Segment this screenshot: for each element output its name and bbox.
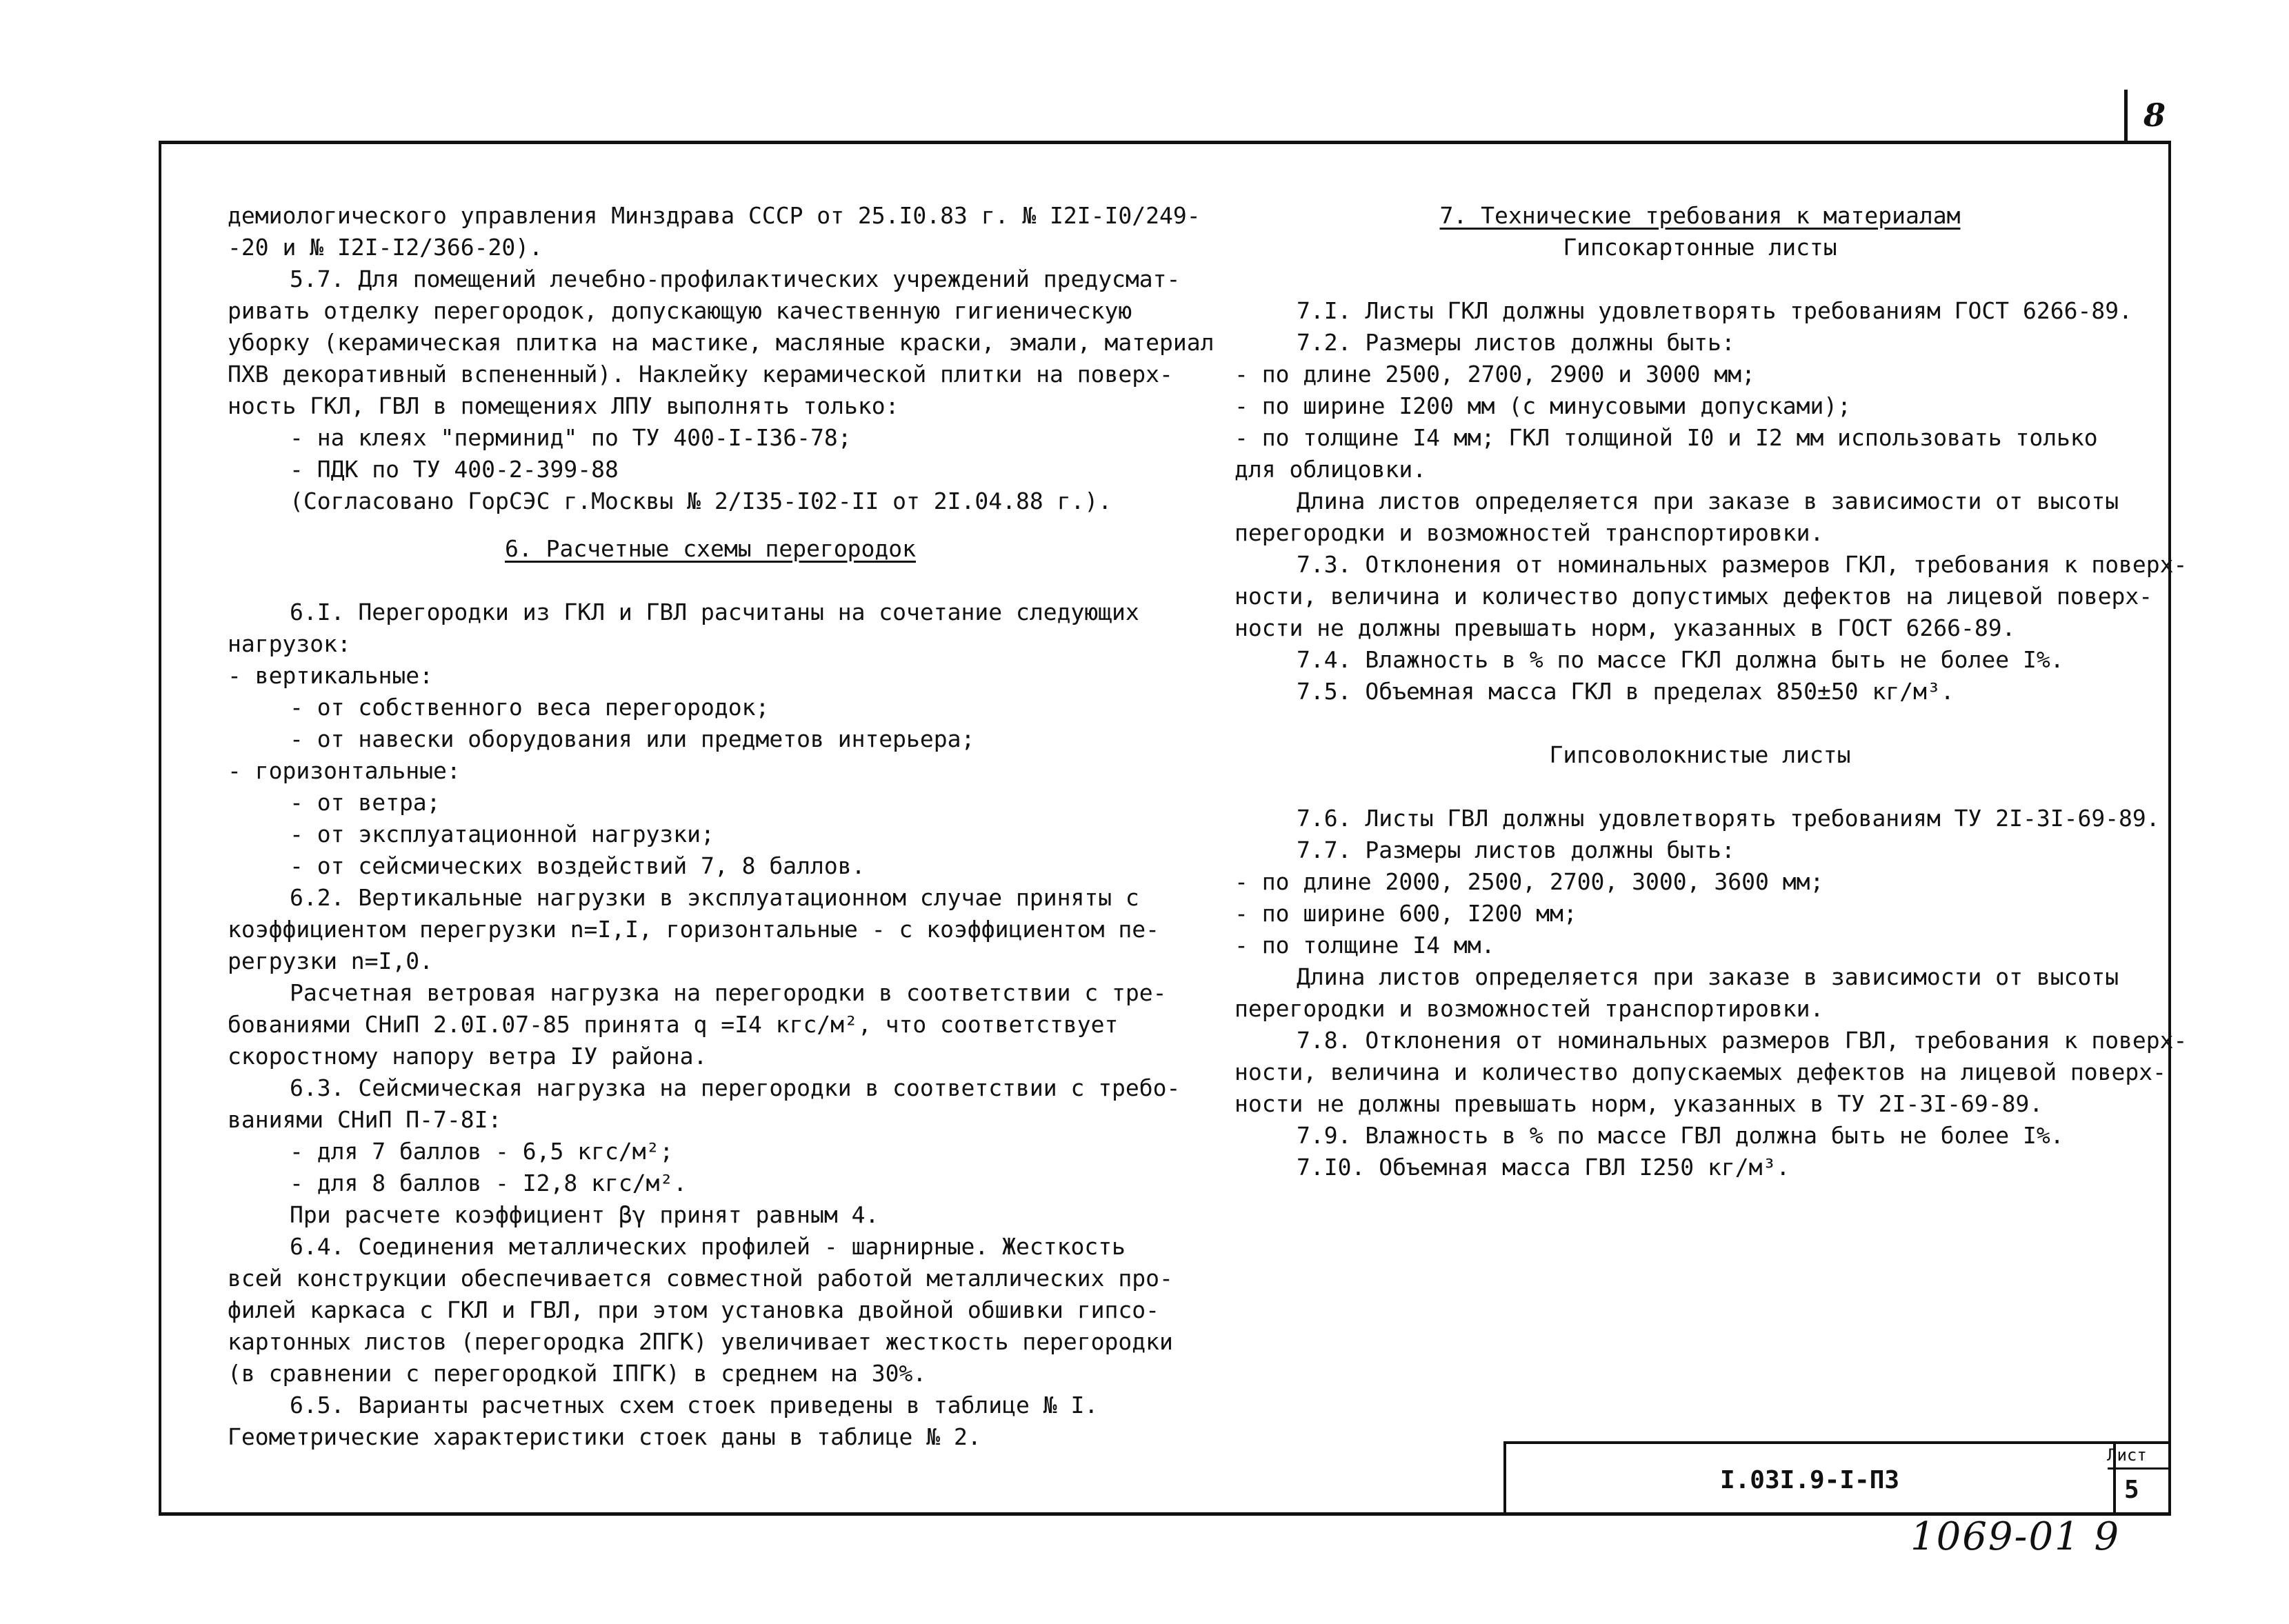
subheading-gypsum-fiber: Гипсоволокнистые листы	[1549, 741, 1851, 768]
text-line: скоростному напору ветра IУ района.	[228, 1043, 708, 1070]
list-item: - по толщине I4 мм.	[1235, 932, 1495, 959]
text-line: ПХВ декоративный вспененный). Наклейку керамической плитки на поверх-	[228, 361, 1173, 388]
text-line: перегородки и возможностей транспортировки.	[1235, 995, 1824, 1022]
paragraph-6-2: 6.2. Вертикальные нагрузки в эксплуатационном случае приняты с	[290, 884, 1139, 911]
list-item: - ПДК по ТУ 400-2-399-88	[290, 456, 619, 483]
text-line: ность ГКЛ, ГВЛ в помещениях ЛПУ выполнять только:	[228, 392, 899, 419]
sheet-number: 5	[2124, 1476, 2139, 1504]
text-line: демиологического управления Минздрава СССР от 25.I0.83 г. № I2I-I0/249-	[228, 202, 1201, 229]
paragraph-7-10: 7.I0. Объемная масса ГВЛ I250 кг/м³.	[1297, 1154, 1790, 1181]
text-line: (в сравнении с перегородкой IПГК) в среднем на 30%.	[228, 1360, 927, 1387]
paragraph-7-6: 7.6. Листы ГВЛ должны удовлетворять требованиям ТУ 2I-3I-69-89.	[1297, 805, 2160, 832]
text-line: Расчетная ветровая нагрузка на перегородки в соответствии с тре-	[290, 979, 1167, 1006]
list-item: - горизонтальные:	[228, 757, 461, 784]
section-6-heading: 6. Расчетные схемы перегородок	[504, 535, 917, 562]
handwritten-inventory-number: 1069-01 9	[1910, 1514, 2121, 1559]
right-column	[1235, 200, 2188, 1183]
subheading-gypsum-board: Гипсокартонные листы	[1563, 234, 1837, 261]
sheet-label-divider	[2108, 1467, 2171, 1470]
text-line: ваниями СНиП П-7-8I:	[228, 1106, 502, 1133]
approval-note: (Согласовано ГорСЭС г.Москвы № 2/I35-I02-II от 2I.04.88 г.).	[290, 488, 1112, 514]
list-item: - по длине 2500, 2700, 2900 и 3000 мм;	[1235, 361, 1755, 388]
text-line: ности не должны превышать норм, указанных в ГОСТ 6266-89.	[1235, 614, 2016, 641]
list-item: - от эксплуатационной нагрузки;	[290, 821, 714, 848]
paragraph-7-1: 7.I. Листы ГКЛ должны удовлетворять требованиям ГОСТ 6266-89.	[1297, 297, 2132, 324]
page-top-number: 8	[2143, 97, 2166, 134]
text-line: При расчете коэффициент βγ принят равным 4.	[290, 1201, 879, 1228]
list-item: - по ширине 600, I200 мм;	[1235, 900, 1577, 927]
text-line: бованиями СНиП 2.0I.07-85 принята q =I4 кгс/м², что соответствует	[228, 1011, 1119, 1038]
paragraph-6-5: 6.5. Варианты расчетных схем стоек приведены в таблице № I.	[290, 1392, 1099, 1419]
text-line: ности, величина и количество допускаемых дефектов на лицевой поверх-	[1235, 1059, 2167, 1085]
text-line: Геометрические характеристики стоек даны в таблице № 2.	[228, 1423, 981, 1450]
text-line: картонных листов (перегородка 2ПГК) увеличивает жесткость перегородки	[228, 1328, 1173, 1355]
paragraph-7-9: 7.9. Влажность в % по массе ГВЛ должна быть не более I%.	[1297, 1122, 2064, 1149]
list-item: - от собственного веса перегородок;	[290, 694, 770, 721]
list-item: - для 7 баллов - 6,5 кгс/м²;	[290, 1138, 674, 1165]
paragraph-6-3: 6.3. Сейсмическая нагрузка на перегородки в соответствии с требо-	[290, 1074, 1181, 1101]
paragraph-7-7: 7.7. Размеры листов должны быть:	[1297, 836, 1735, 863]
document-code: I.03I.9-I-ПЗ	[1719, 1465, 1900, 1494]
list-item: - от ветра;	[290, 789, 441, 816]
list-item: - для 8 баллов - I2,8 кгс/м².	[290, 1170, 688, 1196]
text-line: всей конструкции обеспечивается совместной работой металлических про-	[228, 1265, 1173, 1292]
text-line: ности не должны превышать норм, указанных в ТУ 2I-3I-69-89.	[1235, 1090, 2043, 1117]
section-7-heading: 7. Технические требования к материалам	[1439, 202, 1961, 229]
text-line: уборку (керамическая плитка на мастике, масляные краски, эмали, материал	[228, 329, 1215, 356]
list-item: - по толщине I4 мм; ГКЛ толщиной I0 и I2 мм использовать только	[1235, 424, 2098, 451]
paragraph-6-4: 6.4. Соединения металлических профилей - шарнирные. Жесткость	[290, 1233, 1126, 1260]
text-line: -20 и № I2I-I2/366-20).	[228, 234, 543, 261]
text-line: ривать отделку перегородок, допускающую качественную гигиеническую	[228, 297, 1132, 324]
list-item: - по длине 2000, 2500, 2700, 3000, 3600 мм;	[1235, 868, 1824, 895]
list-item: - от навески оборудования или предметов интерьера;	[290, 725, 975, 752]
top-mark-line	[2124, 90, 2128, 143]
list-item: - вертикальные:	[228, 662, 434, 689]
list-item: - от сейсмических воздействий 7, 8 баллов.	[290, 852, 866, 879]
paragraph-7-5: 7.5. Объемная масса ГКЛ в пределах 850±50 кг/м³.	[1297, 678, 1955, 705]
text-line: филей каркаса с ГКЛ и ГВЛ, при этом установка двойной обшивки гипсо-	[228, 1296, 1160, 1323]
text-line: перегородки и возможностей транспортировки.	[1235, 519, 1824, 546]
paragraph-7-8: 7.8. Отклонения от номинальных размеров ГВЛ, требования к поверх-	[1297, 1027, 2188, 1054]
paragraph-7-2: 7.2. Размеры листов должны быть:	[1297, 329, 1735, 356]
list-item: - по ширине I200 мм (с минусовыми допусками);	[1235, 392, 1852, 419]
paragraph-5-7: 5.7. Для помещений лечебно-профилактических учреждений предусмат-	[290, 265, 1181, 292]
paragraph-7-3: 7.3. Отклонения от номинальных размеров ГКЛ, требования к поверх-	[1297, 551, 2188, 578]
text-line: ности, величина и количество допустимых дефектов на лицевой поверх-	[1235, 583, 2153, 610]
text-line: нагрузок:	[228, 630, 351, 657]
text-line: Длина листов определяется при заказе в зависимости от высоты	[1297, 488, 2119, 514]
text-line: коэффициентом перегрузки n=I,I, горизонтальные - с коэффициентом пе-	[228, 916, 1160, 943]
sheet-label: Лист	[2107, 1445, 2147, 1465]
paragraph-6-1: 6.I. Перегородки из ГКЛ и ГВЛ расчитаны на сочетание следующих	[290, 599, 1139, 625]
text-line: Длина листов определяется при заказе в зависимости от высоты	[1297, 963, 2119, 990]
list-item: - на клеях "перминид" по ТУ 400-I-I36-78;	[290, 424, 852, 451]
title-block	[1503, 1441, 2171, 1516]
paragraph-7-4: 7.4. Влажность в % по массе ГКЛ должна быть не более I%.	[1297, 646, 2064, 673]
text-line: для облицовки.	[1235, 456, 1427, 483]
left-column	[228, 200, 1215, 1453]
text-line: регрузки n=I,0.	[228, 948, 434, 974]
